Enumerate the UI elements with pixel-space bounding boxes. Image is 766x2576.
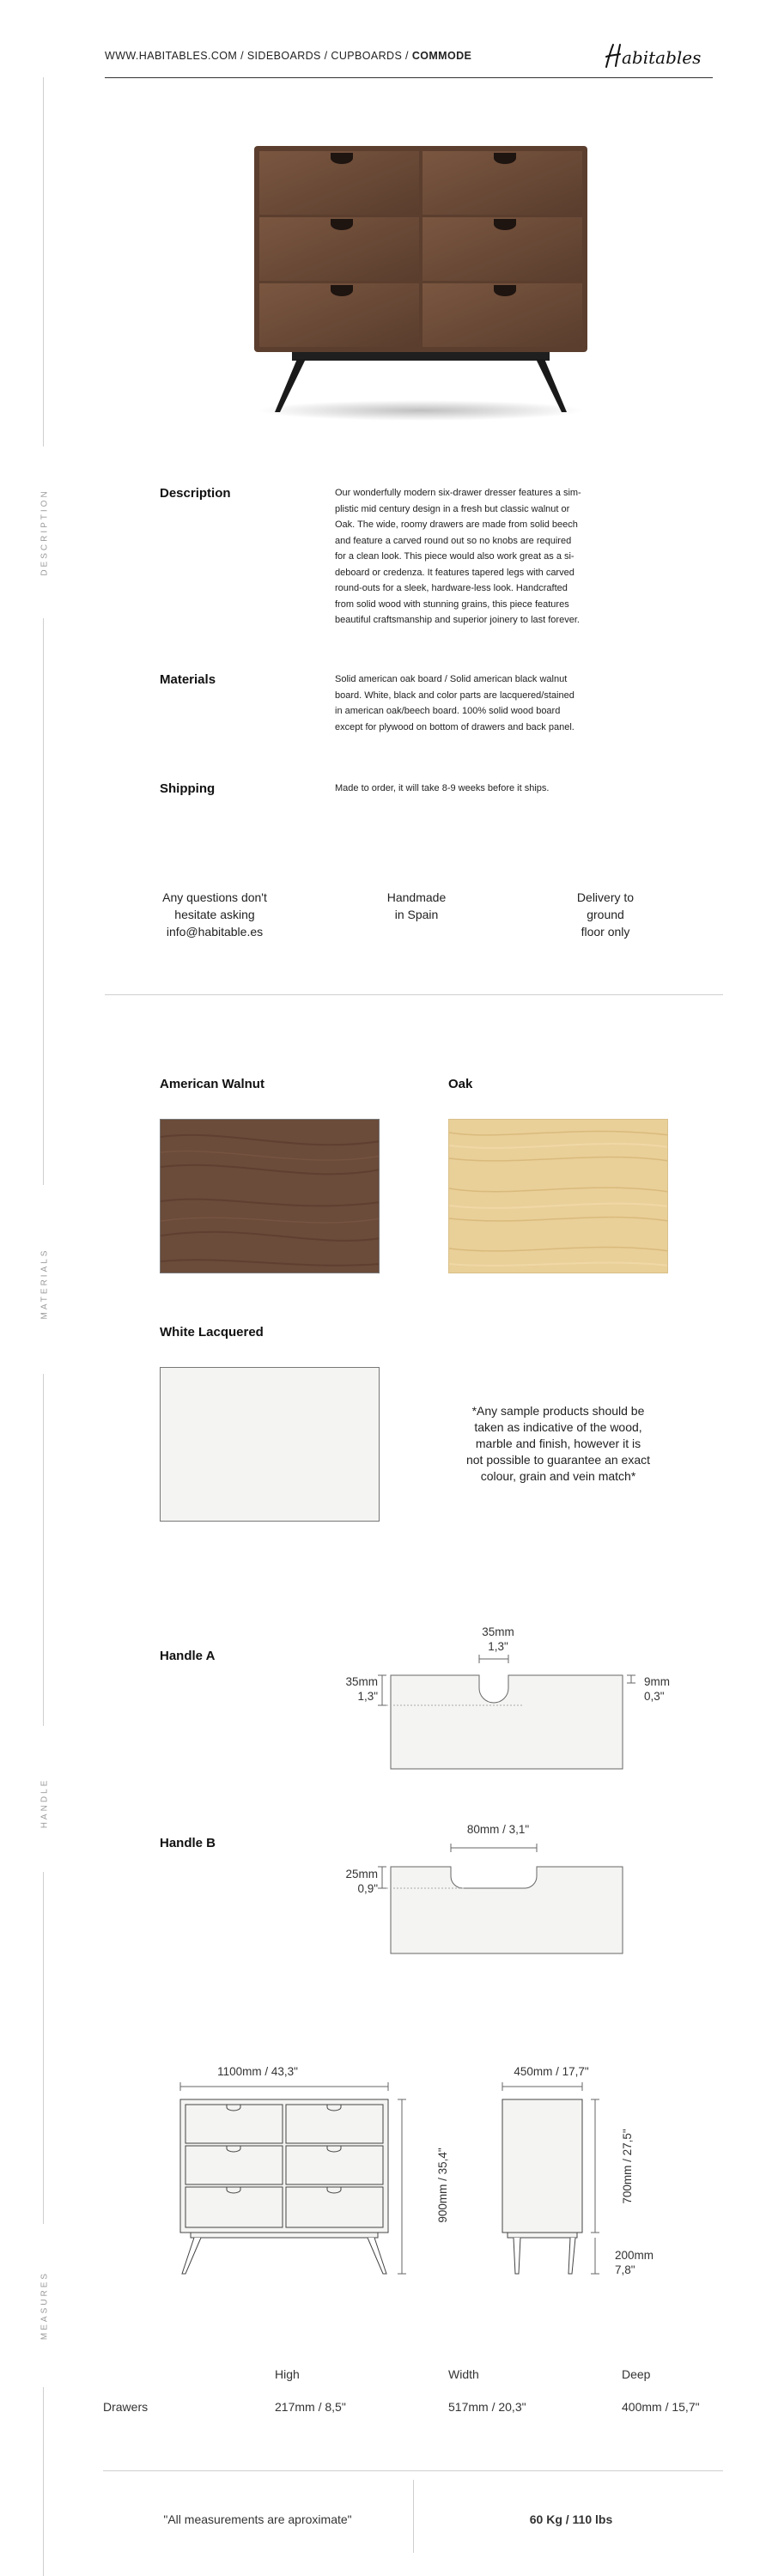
- table-cell-deep: 400mm / 15,7": [622, 2400, 700, 2414]
- dimension-label: 200mm: [615, 2249, 654, 2262]
- table-header-deep: Deep: [622, 2367, 651, 2381]
- breadcrumb-current: COMMODE: [411, 50, 472, 62]
- handle-a-width: [468, 1625, 528, 1654]
- delivery-line: floor only: [581, 925, 630, 939]
- description-line: Our wonderfully modern six-drawer dresser features a sim-: [335, 488, 581, 498]
- delivery-line: Delivery to: [576, 890, 635, 904]
- dimension-label: 0,3": [644, 1690, 665, 1703]
- shipping-text: Made to order, it will take 8-9 weeks before it ships.: [335, 783, 550, 793]
- product-image: [249, 137, 593, 429]
- front-width-label: 1100mm / 43,3": [217, 2065, 298, 2078]
- materials-line: except for plywood on bottom of drawers and back panel.: [335, 721, 574, 732]
- materials-line: Solid american oak board / Solid american black walnut: [335, 674, 568, 684]
- contact-email-link[interactable]: info@habitable.es: [166, 925, 264, 939]
- handle-b-height: [309, 1867, 378, 1896]
- finish-oak-label: Oak: [448, 1077, 473, 1091]
- side-rule: [43, 77, 44, 447]
- footer-divider: [103, 2470, 723, 2471]
- description-line: round-outs for a sleek, hardware-less look. Handcrafted: [335, 583, 568, 593]
- finish-white-label: White Lacquered: [160, 1325, 264, 1340]
- section-divider: [105, 994, 723, 995]
- finish-oak-swatch[interactable]: [448, 1119, 668, 1273]
- description-line: deboard or credenza. It features tapered legs with carved: [335, 567, 574, 578]
- side-rule: [43, 1872, 44, 2224]
- contact-line: Any questions don't: [162, 890, 267, 904]
- materials-line: in american oak/beech board. 100% solid wood board: [335, 706, 561, 716]
- side-rule: [43, 618, 44, 1185]
- finish-walnut-label: American Walnut: [160, 1077, 264, 1091]
- dimension-label: 9mm: [644, 1675, 670, 1688]
- materials-line: board. White, black and color parts are lacquered/stained: [335, 690, 574, 701]
- logo-signature-icon: [601, 38, 713, 72]
- table-cell-width: 517mm / 20,3": [448, 2400, 526, 2414]
- description-line: for a clean look. This piece would also work great as a si-: [335, 551, 574, 562]
- side-label-description: DESCRIPTION: [40, 489, 50, 576]
- svg-text:abitables: abitables: [622, 47, 702, 68]
- delivery-line: ground: [587, 908, 624, 921]
- leg-height-label: [615, 2248, 675, 2277]
- shipping-heading: Shipping: [160, 781, 216, 796]
- description-line: plistic mid century design in a fresh but classic walnut or: [335, 503, 570, 514]
- side-rule: [43, 2387, 44, 2576]
- description-line: Oak. The wide, roomy drawers are made from solid beech: [335, 519, 578, 530]
- handmade-info: [343, 889, 489, 923]
- description-line: and feature a carved round out so no knobs are required: [335, 535, 572, 546]
- side-label-measures: MEASURES: [40, 2270, 50, 2341]
- delivery-info: [532, 889, 678, 940]
- handmade-line: Handmade: [386, 890, 447, 904]
- footer-separator: [413, 2480, 414, 2553]
- table-row-label: Drawers: [103, 2400, 149, 2414]
- finish-disclaimer: [448, 1403, 668, 1485]
- finish-walnut-swatch[interactable]: [160, 1119, 380, 1273]
- dimension-label: 0,9": [357, 1882, 378, 1895]
- finish-white-swatch[interactable]: [160, 1367, 380, 1522]
- dimension-label: 1,3": [357, 1690, 378, 1703]
- table-header-width: Width: [448, 2367, 479, 2381]
- description-heading: Description: [160, 486, 231, 501]
- breadcrumb: [105, 50, 471, 62]
- front-height-label: 900mm / 35,4": [436, 2148, 449, 2223]
- handle-a-heading: Handle A: [160, 1649, 216, 1663]
- weight-label: 60 Kg / 110 lbs: [529, 2512, 613, 2526]
- disclaimer-line: marble and finish, however it is: [475, 1437, 641, 1450]
- side-label-handle: HANDLE: [40, 1777, 50, 1829]
- disclaimer-line: not possible to guarantee an exact: [465, 1453, 651, 1467]
- disclaimer-line: colour, grain and vein match*: [480, 1469, 636, 1483]
- description-text: [335, 485, 627, 629]
- table-header-high: High: [275, 2367, 300, 2381]
- disclaimer-line: *Any sample products should be: [471, 1404, 645, 1418]
- measures-drawing: [163, 2078, 644, 2301]
- contact-line: hesitate asking: [174, 908, 255, 921]
- description-line: beautiful craftsmanship and superior joinery to last forever.: [335, 615, 580, 625]
- handmade-line: in Spain: [394, 908, 439, 921]
- side-rule: [43, 1374, 44, 1726]
- dimension-label: 7,8": [615, 2263, 635, 2276]
- breadcrumb-path[interactable]: WWW.HABITABLES.COM / SIDEBOARDS / CUPBOARDS /: [105, 50, 412, 62]
- handle-b-width: 80mm / 3,1": [466, 1823, 530, 1836]
- materials-text: [335, 671, 627, 735]
- brand-logo[interactable]: [601, 38, 713, 72]
- materials-heading: Materials: [160, 672, 216, 687]
- side-label-materials: MATERIALS: [40, 1248, 50, 1320]
- dimension-label: 1,3": [488, 1640, 508, 1653]
- disclaimer-line: taken as indicative of the wood,: [474, 1420, 642, 1434]
- contact-info: [133, 889, 296, 940]
- side-height-label: 700mm / 27,5": [621, 2129, 634, 2204]
- handle-a-offset: [644, 1674, 696, 1704]
- side-width-label: 450mm / 17,7": [514, 2065, 589, 2078]
- header-divider: [105, 77, 713, 78]
- handle-b-heading: Handle B: [160, 1836, 216, 1850]
- table-cell-high: 217mm / 8,5": [275, 2400, 346, 2414]
- dimension-label: 35mm: [482, 1625, 514, 1638]
- measurements-note: "All measurements are aproximate": [163, 2512, 352, 2526]
- handle-a-height: [309, 1674, 378, 1704]
- dimension-label: 25mm: [345, 1868, 378, 1880]
- dimension-label: 35mm: [345, 1675, 378, 1688]
- description-line: from solid wood with stunning grains, this piece features: [335, 598, 569, 610]
